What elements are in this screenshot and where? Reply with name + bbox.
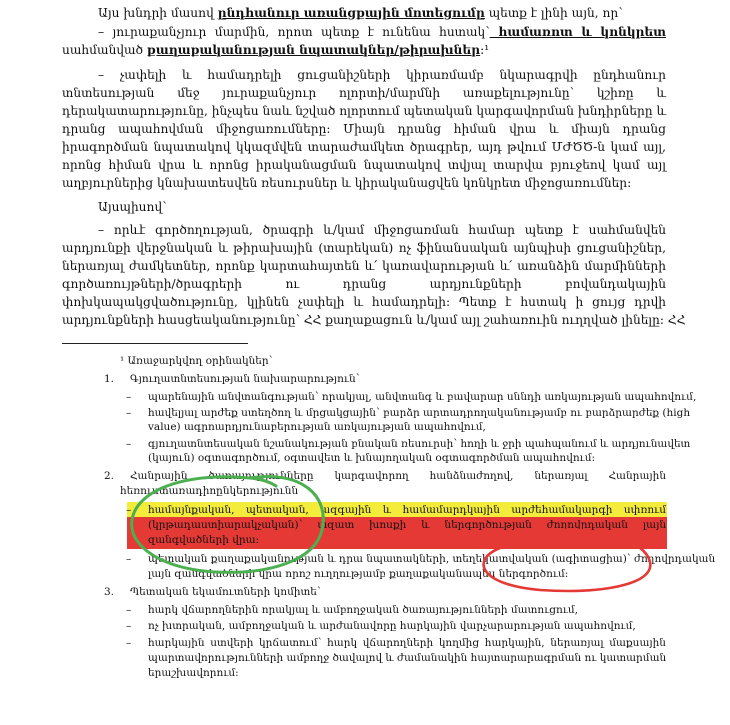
body-line: սահմանված քաղաքականության նպատակներ/թիրախներ:¹ [62, 43, 490, 57]
body-line: – չափելի և համադրելի ցուցանիշների կիրառմամբ նկարագրվի ընդհանուր [98, 68, 666, 82]
list-item: լայն զանգվածների վրա որոշ ուղղությամբ քաղաքականապես ներգործում: [148, 568, 569, 580]
list-item: զանգվածների վրա: [148, 534, 260, 546]
bullet: – [126, 407, 132, 419]
list-item: ոչ խտրական, ամբողջական և արժանավորը հարկային վարչարարության ապահովում, [148, 620, 636, 632]
body-line: փոխկապակցվածությունը, կլինեն չափելի և համադրելի: Պետք է հստակ ի ցույց դրվի [62, 295, 666, 309]
list-item: երաշխավորում: [148, 667, 239, 679]
list-number: 2. [104, 470, 115, 482]
footnote-separator [62, 343, 248, 344]
list-number: 1. [104, 373, 115, 385]
list-item: հավելյալ արժեք ստեղծող և մրցակցային՝ բարձր արտադրողականությամբ ու բարձրարժեք (high [148, 407, 691, 419]
bullet: – [126, 553, 132, 565]
bullet: – [126, 504, 132, 516]
body-line: իրագործման նպատակով կկազմվեն տարաժամկետ ծրագրեր, այդ թվում ՄԺԾԾ-ն կամ այլ, [62, 140, 666, 154]
body-line: դերակատարությունը, ինչպես նաև նշված ոլորտում պետական կարգավորման խնդիրները և [62, 104, 667, 118]
list-item: (կայուն) օգտագործում, օգտավետ և խնայողական օգտագործման ապահովում: [148, 452, 596, 464]
bullet: – [126, 637, 132, 649]
body-line: որոնց հիման վրա և որոնց իրականացման նպատակով տվյալ տարվա բյուջեով կամ այլ [62, 158, 666, 172]
bullet: – [126, 391, 132, 403]
bullet: – [126, 620, 132, 632]
body-line: ներառյալ ժամկետներ, որոնք կարտահայտեն և՛ կառավարության և՛ առանձին մարմինների [62, 259, 666, 273]
bullet: – [126, 438, 132, 450]
list-heading: Պետական եկամուտների կոմիտե՝ [130, 586, 321, 598]
list-heading: Գյուղատնտեսության նախարարություն՝ [130, 373, 360, 385]
body-line: դրանց ապահովման միջոցառումները: Միայն դրանց հիման վրա և միայն դրանց [62, 122, 666, 136]
body-line: արդյունքի վերջնական և թիրախային (տարեկան) ոչ ֆինանսական այնպիսի ցուցանիշներ, [62, 241, 666, 255]
list-heading: Հանրային ծառայությունները կարգավորող հանձնաժողով, ներառյալ Հանրային [130, 470, 666, 482]
body-line: Այսպիսով՝ [98, 200, 167, 214]
paragraph-intro: Այս խնդրի մասով ընդհանուր առանցքային մոտեցումը պետք է լինի այն, որ՝ [98, 6, 623, 20]
list-item: հարկային ստվերի կրճատում՝ հարկ վճարողների կողմից հարկային, ներառյալ մաքսային [148, 637, 666, 649]
list-heading: հեռուստառադիոընկերությունն [120, 485, 299, 497]
list-item: value) ագրոարդյունաբերության առկայության ապահովում, [148, 421, 486, 433]
body-line: արդյունքների հասցեականությունը՝ ՀՀ քաղաքացուն և/կամ այլ շահառուին ուղղված լինելը: ՀՀ [62, 313, 686, 327]
list-item: պարտավորությունների ամբողջ ծավալով և ժամանակին հայտարարագրման ու կատարման [148, 652, 667, 664]
body-line: տնտեսության մեջ յուրաքանչյուր ոլորտի/մարմնի առաքելությունը՝ կշիռը և [62, 86, 666, 100]
body-line: աղբյուրներից կնախատեսվեն ռեսուրսներ և կիրականացվեն կոնկրետ միջոցառումներ: [62, 176, 632, 190]
list-item: պետական քաղաքականության և դրա նպատակների, տեղեկատվական (ագիտացիա)՝ ժողովրդական [148, 553, 716, 565]
list-item: հարկ վճարողներին որակյալ և ամբողջական ծառայությունների մատուցում, [148, 604, 579, 616]
footnote-title: ¹ Առաջարկվող օրինակներ՝ [120, 355, 273, 367]
list-number: 3. [104, 586, 115, 598]
list-item: համայնքական, պետական, ազգային և համամարդկային արժեհամակարգի սփռում [148, 504, 666, 516]
bullet: – [126, 604, 132, 616]
body-line: գործառույթների/ծրագրերի ու դրանց արդյունքների բովանդակային [62, 277, 666, 291]
list-item: (կրթադաստիարակչական)՝ ազատ խոսքի և ներգործության ժողովրդական լայն [148, 519, 666, 531]
body-line: – յուրաքանչյուր մարմին, որոտ պետք է ունենա հստակ՝ համառոտ և կոնկրետ [98, 25, 666, 39]
list-item: պարենային անվտանգության՝ որակյալ, անվտանգ և բավարար սննդի առկայության ապահովում, [148, 391, 697, 403]
list-item: գյուղատնտեսական նշանակության բնական ռեսուրսի՝ հողի և ջրի պահպանում և արդյունավետ [148, 438, 691, 450]
body-line: – որևէ գործողության, ծրագրի և/կամ միջոցառման համար պետք է սահմանվեն [98, 223, 666, 237]
